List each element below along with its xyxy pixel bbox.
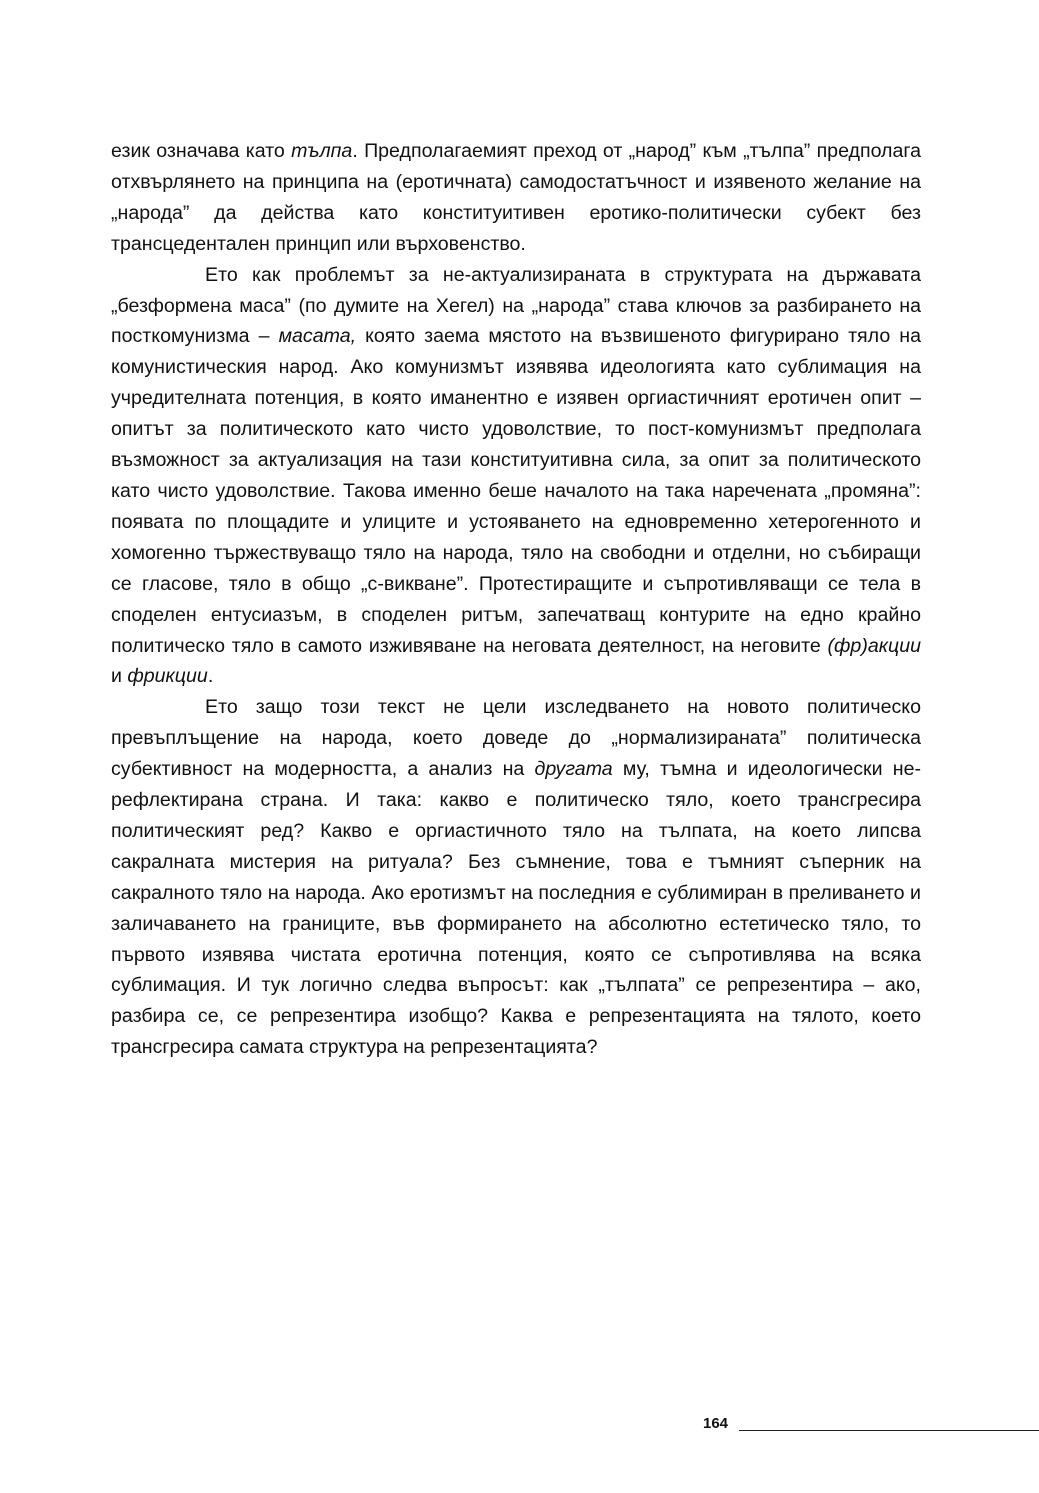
text-run: му, тъмна и идеологически не-рефлектирана страна. И така: какво е политическо тяло, което трансгресира политическият ред? Какво е оргиастичното тяло на тълпата, на което липсва сакралната мистерия на ритуала? Без съмнение, това е тъмният съперник на сакралното тяло на народа. Ако еротизмът на последния е сублимиран в преливането и заличаването на границите, във формирането на абсолютно естетическо тяло, то първото изявява чистата еротична потенция, която се съпротивлява на всяка сублимация. И тук логично следва въпросът: как „тълпата” се репрезентира – ако, разбира се, се репрезентира изобщо? Каква е репрезентацията на тялото, което трансгресира самата структура на репрезентацията? (111, 758, 921, 1059)
text-run: език означава като (111, 140, 292, 162)
italic-term: фрикции (127, 665, 208, 688)
italic-term: масата, (278, 325, 357, 348)
paragraph-3 (111, 692, 921, 1063)
page-body-text (111, 136, 921, 1063)
text-run: и (111, 665, 128, 688)
text-run: Ето защо този текст не цели изследването на новото политическо превъплъщение на народа, което доведе до „нормализираната” политическа субективност на модерността, а анализ на (111, 696, 921, 781)
italic-term: другата (534, 758, 613, 781)
text-run: . (207, 665, 214, 688)
page-footer (703, 1414, 1039, 1438)
italic-term: тълпа (291, 140, 353, 162)
footer-rule (739, 1430, 1039, 1431)
italic-term: (фр)акции (827, 634, 921, 657)
text-run: . Предполагаемият преход от „народ” към „тълпа” предполага отхвърлянето на принципа на (еротичната) самодостатъчност и изявеното желание на „народа” да действа като конституитивен еротико-политически субект без трансцедентален принцип или върховенство. (111, 140, 921, 255)
page-number: 164 (703, 1415, 729, 1432)
text-run: която заема мястото на възвишеното фигурирано тяло на комунистическия народ. Ако комунизмът изявява идеологията като сублимация на учредителната потенция, в която иманентно е изявен оргиастичният еротичен опит – опитът за политическото като чисто удоволствие, то пост-комунизмът предполага възможност за актуализация на тази конституитивна сила, за опит за политическото като чисто удоволствие. Такова именно беше началото на така наречената „промяна”: появата по площадите и улиците и устояването на едновременно хетерогенното и хомогенно тържествуващо тяло на народа, тяло на свободни и отделни, но събиращи се гласове, тяло в общо „с-викване”. Протестиращите и съпротивляващи се тела в споделен ентусиазъм, в споделен ритъм, запечатващ контурите на едно крайно политическо тяло в самото изживяване на неговата деятелност, на неговите (111, 325, 921, 657)
text-run: Ето как проблемът за не-актуализираната в структурата на държавата „безформена маса” (по думите на Хегел) на „народа” става ключов за разбирането на посткомунизма – (111, 263, 921, 348)
paragraph-2 (111, 260, 921, 693)
paragraph-1 (111, 136, 921, 260)
